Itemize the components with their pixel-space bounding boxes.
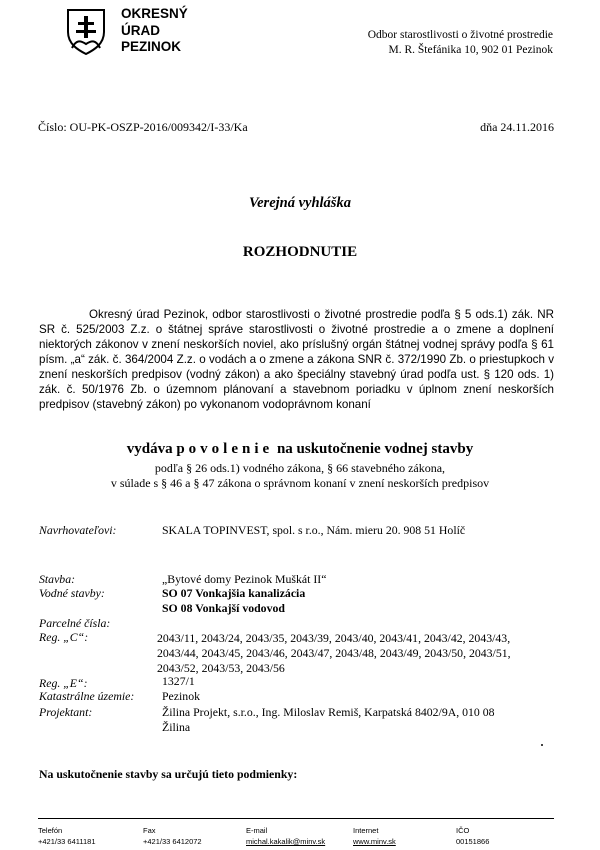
applicant-value: SKALA TOPINVEST, spol. s r.o., Nám. mieru 20. 908 51 Holíč: [162, 523, 466, 537]
coat-of-arms-icon: [66, 8, 106, 55]
footer-email: [246, 825, 325, 847]
footer-email-label: E-mail: [246, 826, 268, 835]
department-name: Odbor starostlivosti o životné prostredie: [367, 29, 553, 41]
designer-label: Projektant:: [39, 705, 93, 719]
issue-basis-line: podľa § 26 ods.1) vodného zákona, § 66 stavebného zákona,: [154, 461, 446, 475]
office-name: [121, 6, 188, 56]
reg-c-line: 2043/44, 2043/45, 2043/46, 2043/47, 2043/48, 2043/49, 2043/50, 2043/51,: [157, 646, 511, 660]
parcel-numbers-label: Parcelné čísla:: [39, 616, 111, 630]
cadastre-value: Pezinok: [162, 689, 201, 703]
issue-heading: [0, 441, 600, 458]
intro-paragraph: Okresný úrad Pezinok, odbor starostlivosti o životné prostredie podľa § 5 ods.1) zák. NR SR č. 525/2003 Z.z. o štátnej správe starostlivosti o životné prostredie a o zmene a doplnení niektorých zákonov v znení neskorších noviel, ako príslušný orgán štátnej vodnej správy podľa § 61 písm. „a“ zák. č. 364/2004 Z.z. o vodách a o zmene a zákona SNR č. 372/1990 Zb. o priestupkoch v znení neskorších predpisov (vodný zákon) a ako špeciálny stavebný úrad podľa ust. § 120 ods. 1) zák. č. 50/1976 Zb. o územnom plánovaní a stavebnom poriadku v úplnom znení neskorších predpisov (stavebný zákon) po vykonanom vodoprávnom konaní: [39, 308, 554, 411]
footer-web-link[interactable]: www.minv.sk: [353, 837, 396, 846]
building-value: „Bytové domy Pezinok Muškát II“: [162, 572, 327, 586]
decision-title: ROZHODNUTIE: [242, 244, 358, 260]
footer-divider: [38, 818, 554, 819]
designer-line: Žilina: [162, 720, 191, 734]
stray-mark: [541, 744, 543, 746]
issue-permit-word: povolenie: [176, 441, 274, 457]
reg-c-values: [157, 631, 511, 676]
reg-e-value: 1327/1: [162, 674, 195, 688]
issue-verb: vydáva: [126, 441, 173, 457]
issue-basis-line: v súlade s § 46 a § 47 zákona o správnom konaní v znení neskorších predpisov: [110, 476, 490, 490]
department-address: M. R. Štefánika 10, 902 01 Pezinok: [388, 44, 553, 56]
office-name-line: ÚRAD: [121, 22, 160, 38]
building-label: Stavba:: [39, 572, 76, 586]
applicant-label: Navrhovateľovi:: [39, 523, 117, 537]
reg-c-line: 2043/11, 2043/24, 2043/35, 2043/39, 2043/40, 2043/41, 2043/42, 2043/43,: [157, 631, 511, 645]
footer-ico-label: IČO: [456, 826, 470, 835]
water-structure-item: SO 07 Vonkajšia kanalizácia: [162, 586, 306, 600]
footer-ico: [456, 825, 489, 847]
footer-phone-value: +421/33 6411181: [38, 837, 96, 846]
footer-ico-value: 00151866: [456, 837, 490, 846]
document-date: dňa 24.11.2016: [480, 120, 554, 134]
reg-c-line: 2043/52, 2043/53, 2043/56: [157, 661, 285, 675]
department-block: [368, 28, 553, 58]
reg-e-label: Reg. „E“:: [39, 676, 88, 690]
office-name-line: PEZINOK: [121, 39, 182, 54]
issue-legal-basis: [0, 461, 600, 491]
footer-fax-value: +421/33 6412072: [143, 837, 202, 846]
conditions-heading: Na uskutočnenie stavby sa určujú tieto podmienky:: [39, 767, 298, 781]
footer-web: [353, 825, 396, 847]
office-name-line: OKRESNÝ: [121, 6, 188, 21]
designer-value: [162, 705, 495, 735]
water-structure-item: SO 08 Vonkajší vodovod: [162, 601, 285, 615]
footer-fax-label: Fax: [143, 826, 156, 835]
reference-number: Číslo: OU-PK-OSZP-2016/009342/I-33/Ka: [38, 120, 248, 134]
footer-fax: [143, 825, 202, 847]
footer-web-label: Internet: [353, 826, 379, 835]
cadastre-label: Katastrálne územie:: [39, 689, 135, 703]
footer-phone-label: Telefón: [38, 826, 63, 835]
issue-object: na uskutočnenie vodnej stavby: [276, 441, 474, 457]
public-notice-title: Verejná vyhláška: [249, 195, 351, 211]
reg-c-label: Reg. „C“:: [39, 630, 89, 644]
footer-email-link[interactable]: michal.kakalik@minv.sk: [246, 837, 326, 846]
designer-line: Žilina Projekt, s.r.o., Ing. Miloslav Remiš, Karpatská 8402/9A, 010 08: [162, 705, 495, 719]
footer-phone: [38, 825, 96, 847]
water-structures-label: Vodné stavby:: [39, 586, 105, 600]
